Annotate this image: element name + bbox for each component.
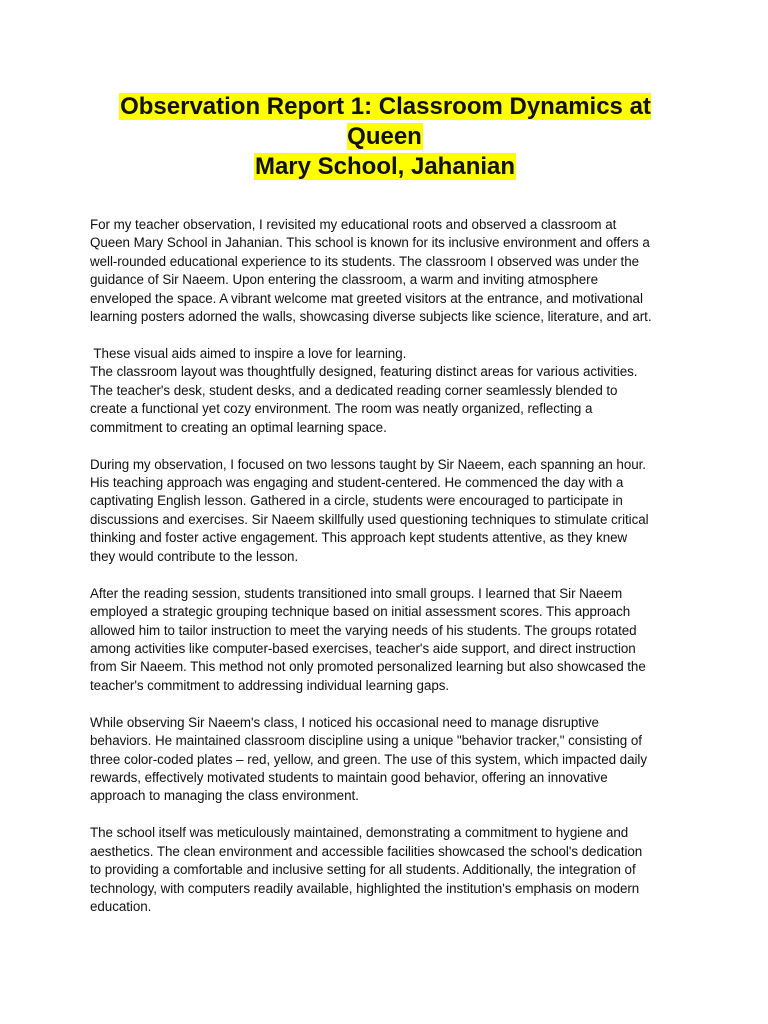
text-line: allowed him to tailor instruction to meet the varying needs of his students. The groups rotated [90,622,637,638]
text-line: well-rounded educational experience to its students. The classroom I observed was under the [90,253,639,269]
text-line: technology, with computers readily available, highlighted the institution's emphasis on modern [90,880,640,896]
paragraph-layout [90,345,680,437]
text-line: The teacher's desk, student desks, and a dedicated reading corner seamlessly blended to [90,382,618,398]
text-line: learning posters adorned the walls, showcasing diverse subjects like science, literature, and art. [90,309,652,325]
text-line: from Sir Naeem. This method not only promoted personalized learning but also showcased the [90,659,646,675]
text-line: His teaching approach was engaging and student-centered. He commenced the day with a [90,475,624,491]
document-page [90,92,680,935]
paragraph-intro [90,216,680,326]
text-line: During my observation, I focused on two lessons taught by Sir Naeem, each spanning an hour. [90,456,646,472]
text-line: approach to managing the class environment. [90,788,359,804]
text-line: guidance of Sir Naeem. Upon entering the classroom, a warm and inviting atmosphere [90,272,598,288]
text-line: commitment to creating an optimal learning space. [90,419,387,435]
text-line: The classroom layout was thoughtfully designed, featuring distinct areas for various activities. [90,364,638,380]
document-title [90,92,680,182]
text-line: thinking and foster active engagement. This approach kept students attentive, as they knew [90,530,628,546]
paragraph-behavior [90,714,680,806]
text-line: create a functional yet cozy environment. The room was neatly organized, reflecting a [90,401,593,417]
text-line: discussions and exercises. Sir Naeem skillfully used questioning techniques to stimulate critical [90,511,649,527]
text-line: among activities like computer-based exercises, teacher's aide support, and direct instruction [90,640,636,656]
text-line: captivating English lesson. Gathered in a circle, students were encouraged to participate in [90,493,623,509]
text-line: rewards, effectively motivated students to maintain good behavior, offering an innovative [90,769,608,785]
text-line: enveloped the space. A vibrant welcome mat greeted visitors at the entrance, and motivational [90,290,643,306]
paragraph-lessons [90,456,680,566]
title-line: Mary School, Jahanian [254,153,516,180]
text-line: employed a strategic grouping technique based on initial assessment scores. This approach [90,604,631,620]
paragraph-grouping [90,585,680,695]
text-line: These visual aids aimed to inspire a love for learning. [90,346,407,362]
text-line: to providing a comfortable and inclusive setting for all students. Additionally, the integration of [90,862,636,878]
text-line: After the reading session, students transitioned into small groups. I learned that Sir Naeem [90,585,623,601]
text-line: behaviors. He maintained classroom discipline using a unique "behavior tracker," consisting of [90,733,642,749]
paragraph-school [90,824,680,916]
text-line: aesthetics. The clean environment and accessible facilities showcased the school's dedication [90,843,643,859]
text-line: education. [90,898,152,914]
text-line: The school itself was meticulously maintained, demonstrating a commitment to hygiene and [90,825,629,841]
text-line: For my teacher observation, I revisited my educational roots and observed a classroom at [90,217,617,232]
text-line: Queen Mary School in Jahanian. This school is known for its inclusive environment and offers a [90,235,650,251]
title-line: Observation Report 1: Classroom Dynamics at Queen [120,93,651,150]
text-line: teacher's commitment to addressing individual learning gaps. [90,677,450,693]
text-line: they would contribute to the lesson. [90,548,299,564]
text-line: three color-coded plates – red, yellow, and green. The use of this system, which impacted daily [90,751,647,767]
text-line: While observing Sir Naeem's class, I noticed his occasional need to manage disruptive [90,714,599,730]
